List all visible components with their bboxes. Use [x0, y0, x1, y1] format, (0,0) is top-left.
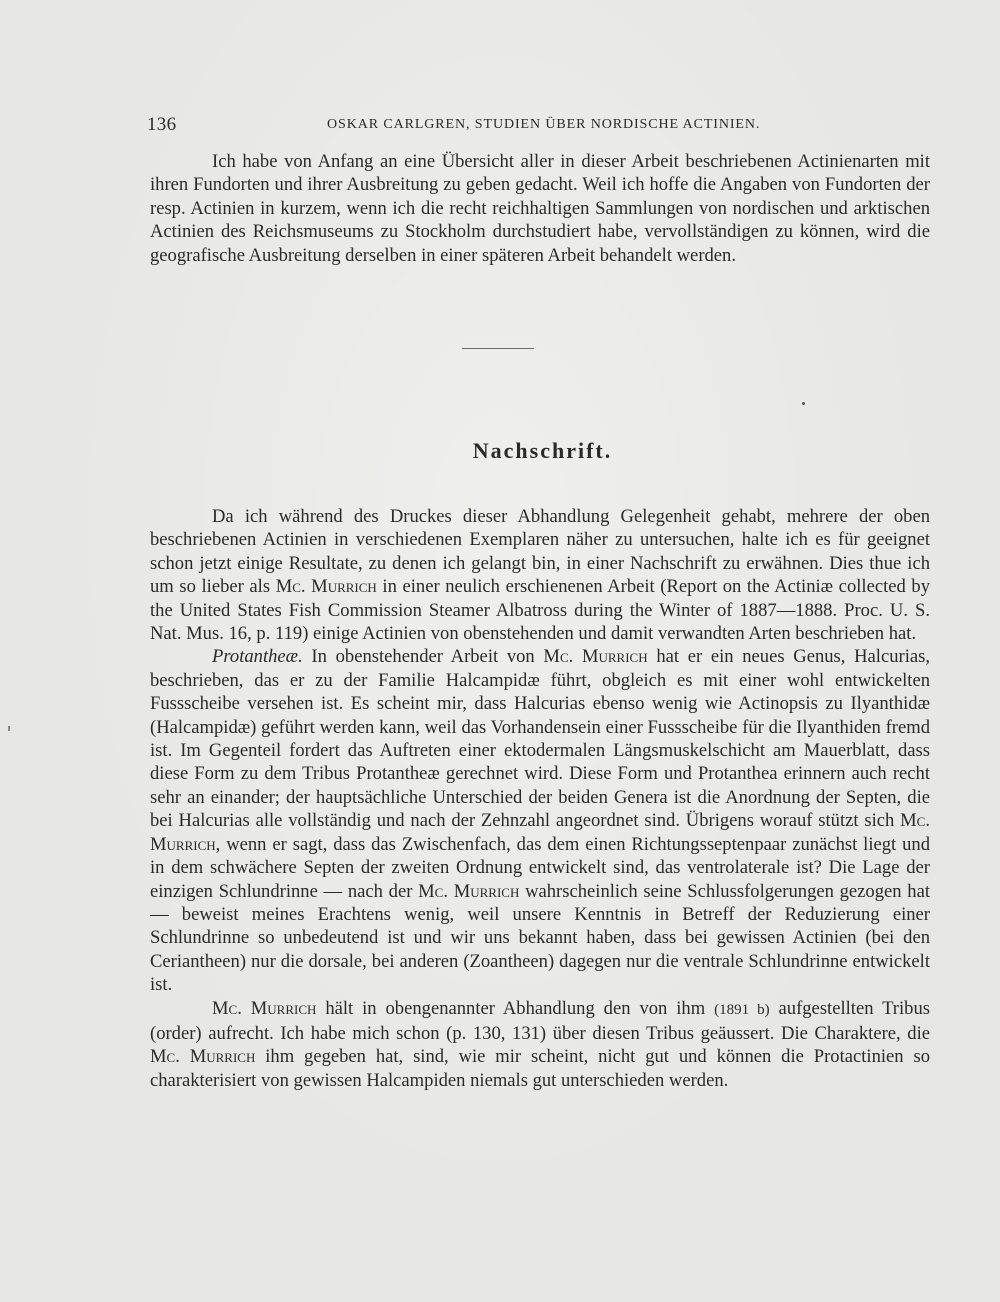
running-head: OSKAR CARLGREN, STUDIEN ÜBER NORDISCHE ACTINIEN. — [327, 117, 761, 132]
paragraph-3-text-c: ihm gegeben hat, sind, wie mir scheint, nicht gut und können die Protactinien so charakterisiert von gewissen Halcampiden niemals gut unterschieden werden. — [150, 1046, 930, 1091]
intro-paragraph: Ich habe von Anfang an eine Übersicht aller in dieser Arbeit beschriebenen Actinienarten mit ihren Fundorten und ihrer Ausbreitung zu geben gedacht. Weil ich hoffe die Angaben von Fundorten der resp. Actinien in kurzem, wenn ich die recht reichhaltigen Sammlungen von nordischen und arktischen Actinien des Reichsmuseums zu Stockholm durchstudiert habe, vervollständigen zu können, wird die geografische Ausbreitung derselben in einer späteren Arbeit behandelt werden. — [150, 151, 930, 266]
author-name: Mc. Murrich — [212, 997, 317, 1019]
author-name: Mc. Murrich — [418, 880, 520, 902]
paragraph-2-text-a: In obenstehender Arbeit von — [302, 646, 544, 668]
paragraph-3-text-a: hält in obengenannter Abhandlung den von ihm — [316, 997, 715, 1019]
print-speck — [802, 402, 805, 405]
paragraph-2 — [150, 645, 930, 996]
paragraph-2-text-d: wahrscheinlich seine Schlussfolgerungen gezogen hat — beweist meines Erachtens wenig, weil unsere Kenntnis in Betreff der Reduzierung einer Schlundrinne so unbedeutend ist und wir uns bekannt haben, dass bei gewissen Actinien (bei den Ceriantheen) nur die dorsale, bei anderen (Zoantheen) dagegen nur die ventrale Schlundrinne entwickelt ist. — [150, 880, 931, 996]
paragraph-3 — [150, 997, 930, 1093]
main-text — [150, 505, 930, 1092]
section-divider — [462, 348, 534, 349]
page-header — [147, 114, 947, 138]
intro-section — [150, 150, 930, 267]
paragraph-2-text-c: , wenn er sagt, dass das Zwischenfach, das dem einen Richtungsseptenpaar zunächst liegt und in dem schwächere Septen der zweiten Ordnung entwickelt sind, das ventrolaterale ist? Die Lage der einzigen Schlundrinne — nach der — [150, 833, 930, 902]
paragraph-1-text-a: Da ich während des Druckes dieser Abhandlung Gelegenheit gehabt, mehrere der oben beschriebenen Actinien in verschiedenen Exemplaren näher zu untersuchen, halte ich es für geeignet schon jetzt einige Resultate, zu denen ich gelangt bin, in einer Nachschrift zu erwähnen. Dies thue ich um so lieber als — [150, 506, 930, 598]
page-number: 136 — [147, 114, 177, 135]
author-name: Mc. Murrich — [275, 576, 377, 598]
author-name: Mc. Murrich — [543, 646, 648, 668]
author-name: Mc. Murrich — [150, 1046, 256, 1068]
paragraph-2-text-b: hat er ein neues Genus, Halcurias, beschrieben, das er zu der Familie Halcampidæ führt, obgleich es mit einer wohl entwickelten Fussscheibe versehen ist. Es scheint mir, dass Halcurias ebenso wenig wie Actinopsis zu Ilyanthidæ (Halcampidæ) geführt werden kann, weil das Vorhandensein einer Fussscheibe für die Ilyanthiden fremd ist. Im Gegenteil fordert das Auftreten einer ektodermalen Längsmuskelschicht am Mauerblatt, dass diese Form zu dem Tribus Protantheæ gerechnet wird. Diese Form und Protanthea erinnern auch recht sehr an einander; der hauptsächliche Unterschied der beiden Genera ist die Anordnung der Septen, die bei Halcurias alle vollständig und nach der Zehnzahl angeordnet sind. Übrigens worauf stützt sich — [150, 646, 931, 832]
paragraph-1 — [150, 505, 930, 645]
section-heading: Nachschrift. — [472, 438, 613, 463]
paragraph-3-text-b: aufgestellten Tribus (order) aufrecht. Ich habe mich schon (p. 130, 131) über diesen Tribus geäussert. Die Charaktere, die — [150, 997, 930, 1044]
margin-mark — [8, 726, 10, 731]
taxon-term: Protantheæ. — [212, 646, 303, 668]
paragraph-1-text-b: in einer neulich erschienenen Arbeit (Report on the Actiniæ collected by the United States Fish Commission Steamer Albatross during the Winter of 1887—1888. Proc. U. S. Nat. Mus. 16, p. 119) einige Actinien von obenstehenden und damit verwandten Arten beschrieben hat. — [150, 576, 930, 645]
author-name: Mc. Murrich — [150, 810, 930, 855]
citation-reference: (1891 b) — [714, 1001, 770, 1018]
